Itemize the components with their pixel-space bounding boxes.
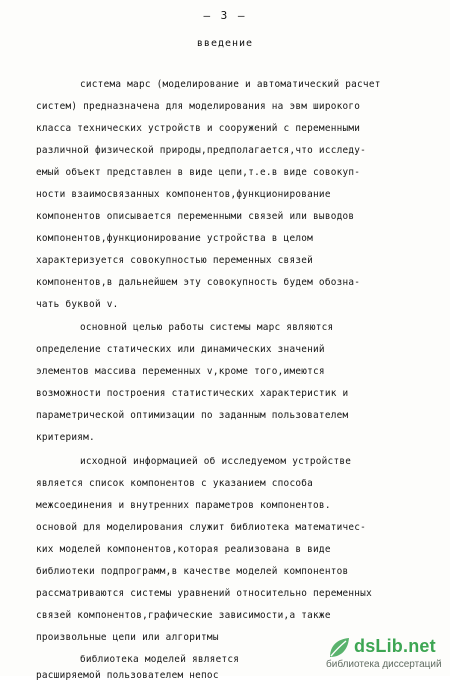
text-line: система марс (моделирование и автоматический расчет <box>80 79 381 90</box>
page-number: – 3 – <box>203 9 247 22</box>
text-line: рассматриваются системы уравнений относительно переменных <box>36 588 372 599</box>
text-line: класса технических устройств и сооружений с переменными <box>36 123 361 134</box>
text-line: связей компонентов,графические зависимости,а также <box>36 610 331 621</box>
leaf-logo-icon <box>326 635 352 661</box>
watermark-brand: dsLib.net <box>354 636 436 656</box>
section-title: введение <box>196 38 254 49</box>
watermark <box>326 635 444 671</box>
text-line: межсоединения и внутренних параметров компонентов. <box>36 500 331 511</box>
text-line: элементов массива переменных v,кроме того,имеются <box>36 366 325 377</box>
text-line: основной целью работы системы марс являются <box>80 322 334 333</box>
text-line: является список компонентов с указанием способа <box>36 478 314 489</box>
text-line: систем) предназначена для моделирования на эвм широкого <box>36 101 361 112</box>
text-line: определение статических или динамических значений <box>36 344 325 355</box>
text-line: компонентов,в дальнейшем эту совокупность будем обозна- <box>36 277 361 288</box>
text-line: расширяемой пользователем непос <box>36 670 219 681</box>
watermark-subtitle: библиотека диссертаций <box>326 659 442 670</box>
text-line: емый объект представлен в виде цепи,т.е.в виде совокуп- <box>36 167 361 178</box>
text-line: исходной информацией об исследуемом устройстве <box>80 456 352 467</box>
text-line: параметрической оптимизации по заданным пользователем <box>36 410 349 421</box>
text-line: ности взаимосвязанных компонентов,функционирование <box>36 189 331 200</box>
text-line: ких моделей компонентов,которая реализована в виде <box>36 544 331 555</box>
text-line: основой для моделирования служит библиотека математичес- <box>36 522 367 533</box>
text-line: компонентов,функционирование устройства в целом <box>36 233 314 244</box>
text-line: библиотека моделей является <box>80 654 240 665</box>
text-line: критериям. <box>36 432 95 443</box>
text-line: возможности построения статистических характеристик и <box>36 388 349 399</box>
text-line: библиотеки подпрограмм,в качестве моделей компонентов <box>36 566 349 577</box>
text-line: компонентов описывается переменными связей или выводов <box>36 211 355 222</box>
text-line: различной физической природы,предполагается,что исследу- <box>36 145 367 156</box>
text-line: характеризуется совокупностью переменных связей <box>36 255 314 266</box>
text-line: произвольные цепи или алгоритмы <box>36 632 219 643</box>
text-line: чать буквой v. <box>36 299 119 310</box>
